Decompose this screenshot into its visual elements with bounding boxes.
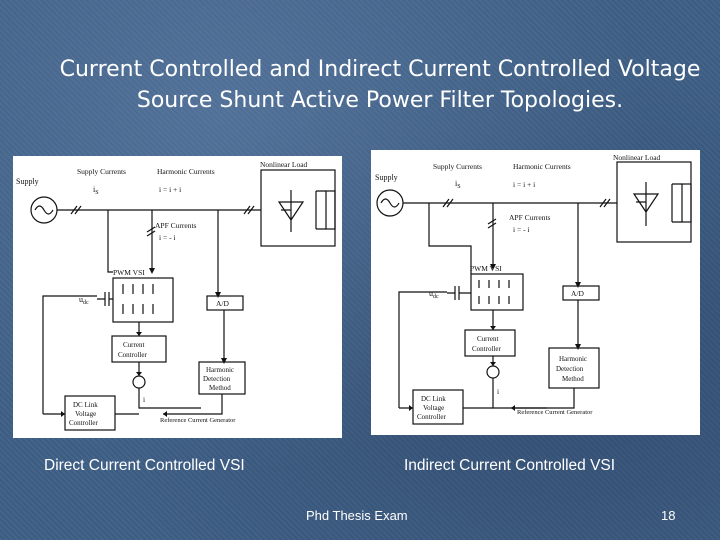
current-controller-label-1: Current — [477, 335, 499, 343]
ad-label: A/D — [216, 299, 229, 308]
load-resistor — [682, 184, 691, 222]
indirect-vsi-circuit — [371, 150, 700, 435]
direct-vsi-circuit — [13, 156, 342, 438]
harmonic-label-1: Harmonic — [206, 366, 234, 374]
caption-indirect-vsi: Indirect Current Controlled VSI — [404, 457, 616, 474]
udc-label: $u_{dc}$ — [79, 295, 89, 306]
nonlinear-load-label: Nonlinear Load — [613, 153, 661, 162]
harmonic-currents-label: Harmonic Currents — [157, 167, 215, 176]
is-label: $i_S$ — [455, 179, 461, 190]
apf-currents-label: APF Currents — [155, 221, 197, 230]
harmonic-label-2: Detection — [556, 365, 584, 373]
dclink-label-2: Voltage — [423, 404, 445, 412]
nonlinear-load-box — [617, 162, 691, 242]
supply-label: Supply — [375, 173, 398, 182]
indirect-vsi-diagram — [371, 150, 700, 435]
harmonic-label-2: Detection — [203, 375, 231, 383]
if-star-label: i — [497, 387, 500, 396]
ad-label: A/D — [571, 289, 584, 298]
page-number: 18 — [661, 508, 676, 523]
diode-icon — [279, 190, 303, 232]
diode-icon — [634, 182, 658, 226]
dclink-label-3: Controller — [69, 419, 98, 427]
nonlinear-load-box — [261, 170, 335, 246]
supply-currents-label: Supply Currents — [433, 162, 482, 171]
pwm-vsi-box — [471, 274, 523, 310]
harmonic-currents-label: Harmonic Currents — [513, 162, 571, 171]
harmonic-label-3: Method — [562, 375, 584, 383]
slide-title — [40, 54, 720, 116]
sine-wave-icon — [35, 206, 53, 214]
ref-gen-label: Reference Current Generator — [160, 417, 236, 424]
sine-wave-icon — [381, 199, 399, 207]
supply-label: Supply — [16, 177, 39, 186]
summing-junction — [133, 376, 145, 388]
summing-junction — [487, 366, 499, 378]
caption-direct-vsi: Direct Current Controlled VSI — [44, 457, 245, 474]
apf-currents-label: APF Currents — [509, 213, 551, 222]
il-equation: i = i + i — [513, 180, 536, 189]
if-equation: i = - i — [513, 225, 530, 234]
is-label: $i_S$ — [93, 185, 99, 196]
current-controller-label-1: Current — [123, 341, 145, 349]
if-equation: i = - i — [159, 233, 176, 242]
harmonic-label-1: Harmonic — [559, 355, 587, 363]
dclink-label-1: DC Link — [421, 395, 446, 403]
udc-label: $u_{dc}$ — [429, 289, 439, 300]
footer-text: Phd Thesis Exam — [306, 508, 408, 523]
direct-vsi-diagram — [13, 156, 342, 438]
dclink-label-3: Controller — [417, 413, 446, 421]
harmonic-label-3: Method — [209, 384, 231, 392]
il-equation: i = i + i — [159, 185, 182, 194]
supply-currents-label: Supply Currents — [77, 167, 126, 176]
dclink-label-2: Voltage — [75, 410, 97, 418]
current-controller-label-2: Controller — [472, 345, 501, 353]
slide-title-line-2: Source Shunt Active Power Filter Topologies. — [136, 88, 624, 113]
pwm-vsi-label: PWM VSI — [113, 268, 145, 277]
slide-title-line-1: Current Controlled and Indirect Current Controlled Voltage — [59, 57, 701, 82]
if-star-label: i — [143, 395, 146, 404]
ref-gen-label: Reference Current Generator — [517, 409, 593, 416]
nonlinear-load-label: Nonlinear Load — [260, 160, 308, 169]
dclink-label-1: DC Link — [73, 401, 98, 409]
load-resistor — [326, 191, 335, 229]
current-controller-label-2: Controller — [118, 351, 147, 359]
pwm-vsi-label: PWM VSI — [470, 264, 502, 273]
